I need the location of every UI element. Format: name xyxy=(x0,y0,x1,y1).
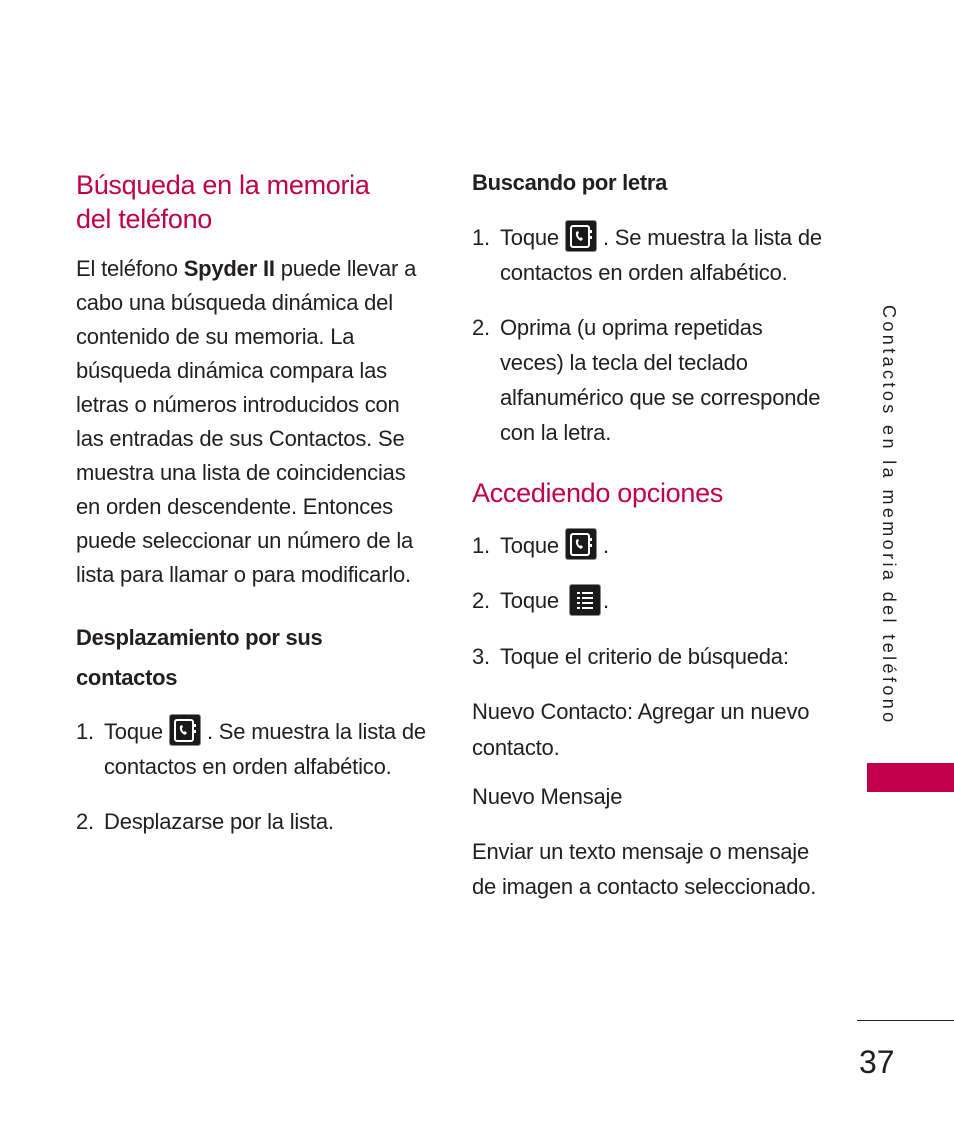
options-title-text: Accediendo opciones xyxy=(472,478,723,509)
new-message-label: Nuevo Mensaje xyxy=(472,783,623,809)
letter-heading xyxy=(472,168,832,198)
step-text: Toque xyxy=(500,588,559,614)
step-number: 2. xyxy=(472,315,490,341)
section-title-options xyxy=(472,476,832,510)
contacts-icon[interactable] xyxy=(169,714,201,746)
step-text: Desplazarse por la lista. xyxy=(104,809,334,835)
step-text-after: . Se muestra la lista de contactos en orden alfabético. xyxy=(500,225,822,286)
step-text-after: . Se muestra la lista de contactos en orden alfabético. xyxy=(104,719,426,780)
step-number: 2. xyxy=(472,588,490,614)
step-text-after: . xyxy=(602,533,609,559)
step-number: 2. xyxy=(76,809,94,835)
title-line-2: del teléfono xyxy=(76,204,213,234)
product-name: Spyder II xyxy=(183,256,275,281)
letter-step-1 xyxy=(472,220,832,290)
side-tab-marker xyxy=(867,763,954,792)
section-title-search xyxy=(76,168,428,236)
new-message-text xyxy=(472,834,832,904)
options-step-1 xyxy=(472,528,832,563)
side-tab-label: Contactos en la memoria del teléfono xyxy=(879,305,899,726)
scroll-step-2 xyxy=(76,804,428,839)
page-number-rule xyxy=(857,1020,954,1021)
options-step-2 xyxy=(472,583,832,618)
new-message-description: Enviar un texto mensaje o mensaje de imagen a contacto seleccionado. xyxy=(472,838,817,899)
step-text: Toque el criterio de búsqueda: xyxy=(500,643,789,669)
scroll-heading-line-1: Desplazamiento por sus xyxy=(76,625,323,650)
step-text-after: . xyxy=(602,588,609,614)
step-text: Toque xyxy=(500,225,559,250)
scroll-heading-line-2: contactos xyxy=(76,665,178,690)
step-text: Oprima (u oprima repetidas veces) la tecla del teclado alfanumérico que se corresponde con la letra. xyxy=(500,315,821,446)
step-number: 3. xyxy=(472,643,490,669)
left-column xyxy=(76,168,428,839)
right-column xyxy=(472,168,832,904)
step-number: 1. xyxy=(472,225,490,250)
new-contact-option xyxy=(472,694,832,766)
scroll-step-1 xyxy=(76,714,428,784)
letter-step-2 xyxy=(472,310,832,450)
intro-paragraph xyxy=(76,252,428,592)
step-text: Toque xyxy=(104,719,163,744)
page-number: 37 xyxy=(859,1044,895,1080)
step-number: 1. xyxy=(76,719,94,744)
letter-heading-text: Buscando por letra xyxy=(472,170,668,195)
intro-prefix: El teléfono xyxy=(76,256,184,281)
menu-icon[interactable] xyxy=(569,584,601,616)
contacts-icon[interactable] xyxy=(565,220,597,252)
options-step-3 xyxy=(472,639,832,674)
new-message-label-row xyxy=(472,780,832,814)
title-line-1: Búsqueda en la memoria xyxy=(76,170,370,200)
scroll-heading xyxy=(76,618,428,698)
new-contact-label: Nuevo Contacto xyxy=(472,698,627,724)
step-number: 1. xyxy=(472,533,490,559)
new-contact-text: : Agregar un nuevo contacto. xyxy=(472,698,810,760)
intro-text: puede llevar a cabo una búsqueda dinámica del contenido de su memoria. La búsqueda dinámica compara las letras o números introducidos con las entradas de sus Contactos. Se muestra una lista de coincidencias en orden descendente. Entonces puede seleccionar un número de la lista para llamar o para modificarlo. xyxy=(76,256,417,587)
step-text: Toque xyxy=(500,533,559,559)
contacts-icon[interactable] xyxy=(565,528,597,560)
